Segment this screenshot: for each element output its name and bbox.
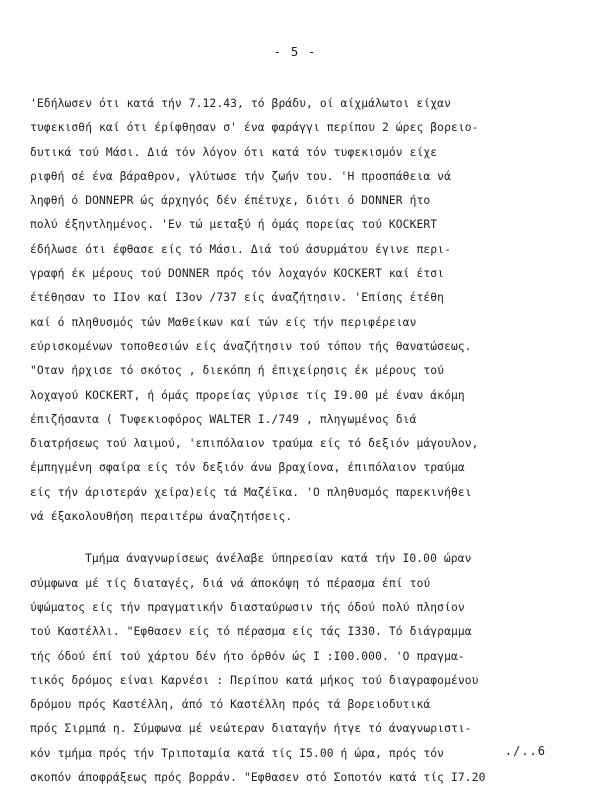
text-line: δυτικά τού Μάσι. Διά τόν λόγον ότι κατά τόν τυφεκισμόν είχε	[30, 145, 438, 159]
text-line: ύψώματος είς τήν πραγματικήν διασταύρωσιν τής όδού πολύ πλησίον	[30, 600, 465, 614]
continuation-marker: ./..6	[504, 744, 546, 758]
text-line: έμπηγμένη σφαίρα είς τόν δεξιόν άνω βραχίονα, έπιπόλαιον τραύμα	[30, 461, 465, 475]
text-line: νά έξακολουθήση περαιτέρω άναζητήσεις.	[30, 510, 293, 524]
text-line: έδήλωσε ότι έφθασε είς τό Μάσι. Διά τού άσυρμάτου έγινε περι-	[30, 242, 451, 256]
text-line: Τμήμα άναγνωρίσεως άνέλαβε ύπηρεσίαν κατά τήν I0.00 ώραν	[85, 552, 472, 566]
text-line: τής όδού έπί τού χάρτου δέν ήτο όρθόν ώς I :I00.000. 'Ο πραγμα-	[30, 649, 465, 663]
paragraph-gap	[30, 529, 585, 547]
text-line: σύμφωνα μέ τίς διαταγές, διά νά άποκόψη τό πέρασμα έπί τού	[30, 576, 431, 590]
document-body	[30, 92, 585, 790]
text-line: εύρισκομένων τοποθεσιών είς άναζήτησιν τού τόπου τής θανατώσεως.	[30, 339, 472, 353]
text-line: καί ό πληθυσμός τών Μαθείκων καί τών είς τήν περιφέρειαν	[30, 315, 417, 329]
text-line: "Οταν ήρχισε τό σκότος , διεκόπη ή έπιχείρησις έκ μέρους τού	[30, 364, 445, 378]
page-number: - 5 -	[273, 44, 317, 59]
text-line: δρόμου πρός Καστέλλη, άπό τό Καστέλλη πρός τά βορειοδυτικά	[30, 698, 431, 712]
text-line: τού Καστέλλι. "Εφθασεν είς τό πέρασμα είς τάς I330. Τό διάγραμμα	[30, 625, 472, 639]
text-line: έπιζήσαντα ( Τυφεκιοφόρος WALTER I./749 , πληγωμένος διά	[30, 412, 417, 426]
text-line: σκοπόν άποφράξεως πρός βορράν. "Εφθασεν στό Σοποτόν κατά τίς I7.20	[30, 771, 486, 785]
text-line: κόν τμήμα πρός τήν Τριποταμία κατά τίς I5.00 ή ώρα, πρός τόν	[30, 746, 445, 760]
paragraph-2	[30, 547, 585, 790]
text-line: πολύ έξηντλημένος. 'Εν τώ μεταξύ ή όμάς πορείας τού KOCKERT	[30, 218, 438, 232]
text-line: πρός Σιρμπά η. Σύμφωνα μέ νεώτεραν διαταγήν ήτγε τό άναγνωριστι-	[30, 722, 472, 736]
text-line: γραφή έκ μέρους τού DONNER πρός τόν λοχαγόν KOCKERT καί έτσι	[30, 267, 445, 281]
text-line: είς τήν άριστεράν χείρα)είς τά Μαζέϊκα. 'Ο πληθυσμός παρεκινήθει	[30, 485, 472, 499]
text-line: ριφθή σέ ένα βάραθρον, γλύτωσε τήν ζωήν του. 'Η προσπάθεια νά	[30, 169, 451, 183]
text-line: ληφθή ό DONNEPR ώς άρχηγός δέν έπέτυχε, διότι ό DONNER ήτο	[30, 194, 431, 208]
text-line: διατρήσεως τού λαιμού, 'επιπόλαιον τραύμα είς τό δεξιόν μάγουλον,	[30, 437, 479, 451]
text-line: έτέθησαν το IIον καί I3ον /737 είς άναζήτησιν. 'Επίσης έτέθη	[30, 291, 445, 305]
text-line: τυφεκισθή καί ότι έρίφθησαν σ' ένα φαράγγι περίπου 2 ώρες βορειο-	[30, 121, 479, 135]
text-line: λοχαγού KOCKERT, ή όμάς προρείας γύρισε τίς I9.00 μέ έναν άκόμη	[30, 388, 465, 402]
paragraph-1	[30, 92, 585, 529]
text-line: 'Εδήλωσεν ότι κατά τήν 7.12.43, τό βράδυ, οί αίχμάλωτοι είχαν	[30, 97, 451, 110]
text-line: τικός δρόμος είναι Καρνέσι : Περίπου κατά μήκος τού διαγραφομένου	[30, 673, 479, 687]
